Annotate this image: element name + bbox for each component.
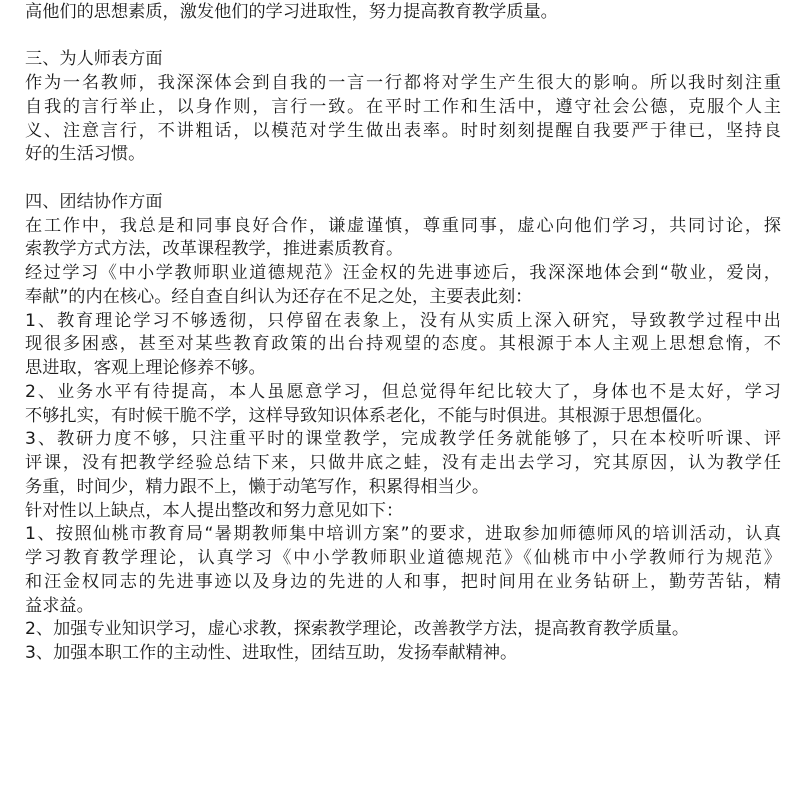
paragraph (25, 642, 781, 666)
text-line: 经过学习《中小学教师职业道德规范》汪金权的先进事迹后，我深深地体会到“敬业，爱岗， (25, 263, 781, 283)
section-heading (25, 191, 781, 215)
paragraph (25, 523, 781, 618)
text-line: 四、团结协作方面 (25, 191, 163, 212)
text-line: 自我的言行举止，以身作则，言行一致。在平时工作和生活中，遵守社会公德，克服个人主 (25, 96, 781, 117)
text-line: 义、注意言行，不讲粗话，以模范对学生做出表率。时时刻刻提醒自我要严于律已，坚持良 (25, 120, 781, 141)
paragraph (25, 381, 781, 429)
text-line: 三、为人师表方面 (25, 49, 163, 70)
paragraph-gap (25, 25, 781, 49)
paragraph (25, 215, 781, 263)
paragraph (25, 0, 781, 25)
text-line: 2、业务水平有待提高，本人虽愿意学习，但总觉得年纪比较大了，身体也不是太好，学习 (25, 381, 781, 402)
text-line: 好的生活习惯。 (25, 144, 146, 165)
text-line: 不够扎实，有时候干脆不学，这样导致知识体系老化，不能与时俱进。其根源于思想僵化。 (25, 405, 713, 426)
text-line: 高他们的思想素质，激发他们的学习进取性，努力提高教育教学质量。 (25, 1, 558, 22)
paragraph (25, 72, 781, 167)
paragraph-gap (25, 167, 781, 191)
text-line: 在工作中，我总是和同事良好合作，谦虚谨慎，尊重同事，虚心向他们学习，共同讨论，探 (25, 215, 781, 236)
text-line: 3、教研力度不够，只注重平时的课堂教学，完成教学任务就能够了，只在本校听听课、评 (25, 429, 781, 450)
text-line: 1、按照仙桃市教育局“暑期教师集中培训方案”的要求，进取参加师德师风的培训活动，认真 (25, 524, 781, 545)
text-line: 奉献”的内在核心。经自查自纠认为还存在不足之处，主要表此刻： (25, 286, 533, 307)
text-line: 现很多困惑，甚至对某些教育政策的出台持观望的态度。其根源于本人主观上思想怠惰，不 (25, 334, 781, 355)
paragraph (25, 500, 781, 524)
text-line: 评课，没有把教学经验总结下来，只做井底之蛙，没有走出去学习，究其原因，认为教学任 (25, 453, 781, 473)
text-line: 益求益。 (25, 595, 94, 616)
text-line: 务重，时间少，精力跟不上，懒于动笔写作，积累得相当少。 (25, 476, 490, 497)
text-line: 索教学方式方法，改革课程教学，推进素质教育。 (25, 239, 404, 260)
paragraph (25, 618, 781, 642)
text-line: 2、加强专业知识学习，虚心求教，探索教学理论，改善教学方法，提高教育教学质量。 (25, 619, 690, 640)
paragraph (25, 310, 781, 381)
document-body (25, 0, 781, 666)
text-line: 1、教育理论学习不够透彻，只停留在表象上，没有从实质上深入研究，导致教学过程中出 (25, 310, 781, 331)
text-line: 3、加强本职工作的主动性、进取性，团结互助，发扬奉献精神。 (25, 643, 518, 663)
paragraph (25, 428, 781, 499)
text-line: 作为一名教师，我深深体会到自我的一言一行都将对学生产生很大的影响。所以我时刻注重 (25, 73, 781, 93)
text-line: 思进取，客观上理论修养不够。 (25, 358, 266, 378)
text-line: 和汪金权同志的先进事迹以及身边的先进的人和事，把时间用在业务钻研上，勤劳苦钻，精 (25, 571, 781, 592)
text-line: 针对性以上缺点，本人提出整改和努力意见如下： (25, 500, 404, 521)
text-line: 学习教育教学理论，认真学习《中小学教师职业道德规范》《仙桃市中小学教师行为规范》 (25, 548, 781, 568)
section-heading (25, 48, 781, 72)
paragraph (25, 262, 781, 310)
